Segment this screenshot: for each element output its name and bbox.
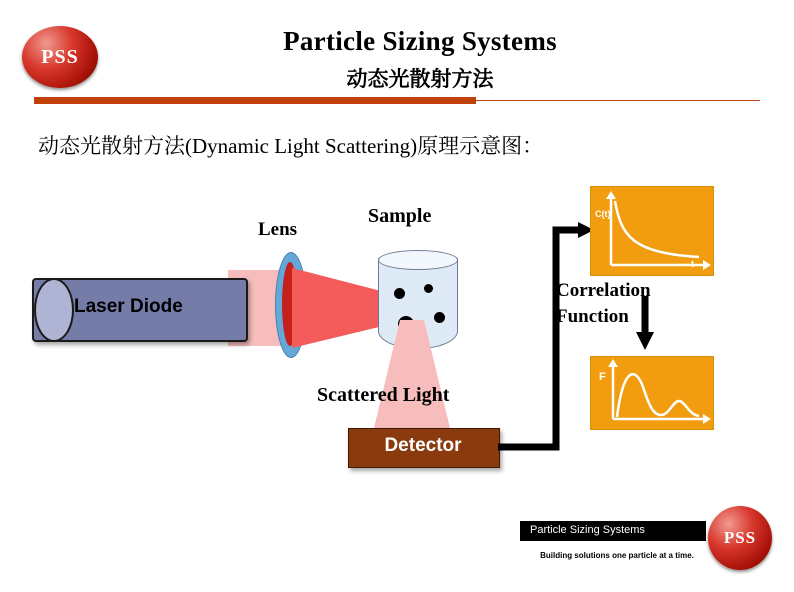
sample-label: Sample	[368, 205, 432, 227]
header-divider-thick	[34, 97, 476, 104]
size-distribution-plot	[590, 356, 714, 430]
detector-label: Detector	[384, 435, 462, 456]
plot-bottom-y-label: F	[599, 371, 606, 383]
particle-dot	[394, 288, 405, 299]
lens-label: Lens	[258, 219, 298, 240]
correlation-function-label-line1: Correlation	[556, 280, 651, 301]
correlation-decay-plot	[590, 186, 714, 276]
pss-logo-text: PSS	[41, 45, 79, 68]
page-title: Particle Sizing Systems	[283, 26, 557, 56]
pss-logo-bottom-right	[708, 506, 772, 570]
footer-tagline: Building solutions one particle at a time.	[540, 551, 694, 560]
scattered-light-beam	[338, 320, 488, 440]
scattered-light-label: Scattered Light	[317, 384, 450, 406]
laser-diode-label: Laser Diode	[74, 296, 183, 317]
correlation-function-label-line2: Function	[556, 306, 629, 327]
sample-cuvette-rim	[378, 250, 458, 270]
plot-top-y-label: C(t)	[595, 209, 611, 219]
footer-bar-text: Particle Sizing Systems	[530, 524, 645, 536]
lead-paragraph: 动态光散射方法(Dynamic Light Scattering)原理示意图：	[38, 134, 544, 158]
page-subtitle: 动态光散射方法	[346, 67, 494, 91]
laser-diode-end-cap	[34, 278, 74, 342]
pss-logo-text: PSS	[723, 528, 757, 547]
pss-logo-top-left	[22, 26, 98, 88]
particle-dot	[424, 284, 433, 293]
plot-top-x-label: t	[691, 259, 694, 269]
header-divider-thin	[476, 100, 760, 101]
